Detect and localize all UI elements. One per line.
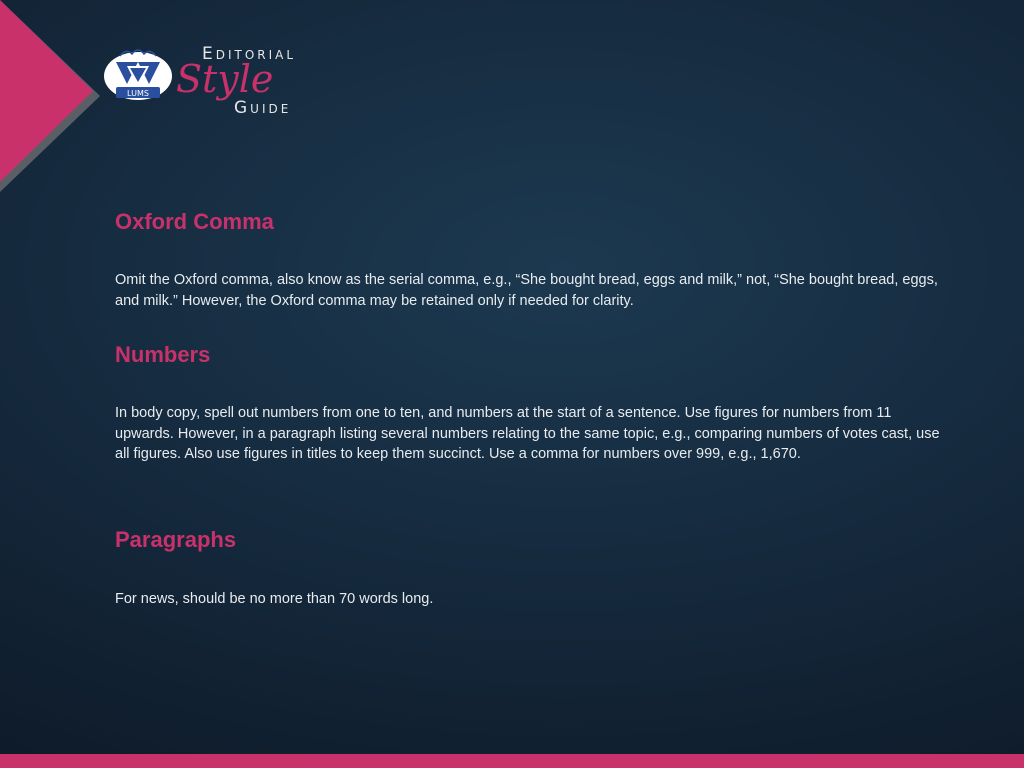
bottom-accent-bar: [0, 754, 1024, 768]
heading-numbers: Numbers: [115, 342, 211, 367]
lums-badge-label: LUMS: [127, 89, 149, 98]
logo-word-style: Style: [176, 57, 274, 101]
body-oxford-comma: Omit the Oxford comma, also know as the serial comma, e.g., “She bought bread, eggs and milk,” not, “She bought bread, eggs, and milk.” However, the Oxford comma may be retained only if needed for clarity.: [115, 272, 938, 309]
editorial-style-guide-logo: [102, 40, 342, 125]
heading-paragraphs: Paragraphs: [115, 527, 237, 552]
heading-oxford-comma: Oxford Comma: [115, 209, 274, 234]
corner-triangle-decoration: [0, 0, 93, 182]
body-paragraphs: For news, should be no more than 70 words long.: [115, 591, 434, 607]
body-numbers: In body copy, spell out numbers from one to ten, and numbers at the start of a sentence. Use figures for numbers from 11 upwards. However, in a paragraph listing several numbers relating to the same topic, e.g., comparing numbers of votes cast, use all figures. Also use figures in titles to keep them succinct. Use a comma for numbers over 999, e.g., 1,670.: [115, 405, 940, 462]
lums-badge-icon: [102, 44, 174, 104]
logo-word-editorial: Editorial: [202, 44, 297, 64]
logo-word-guide: Guide: [234, 98, 292, 118]
